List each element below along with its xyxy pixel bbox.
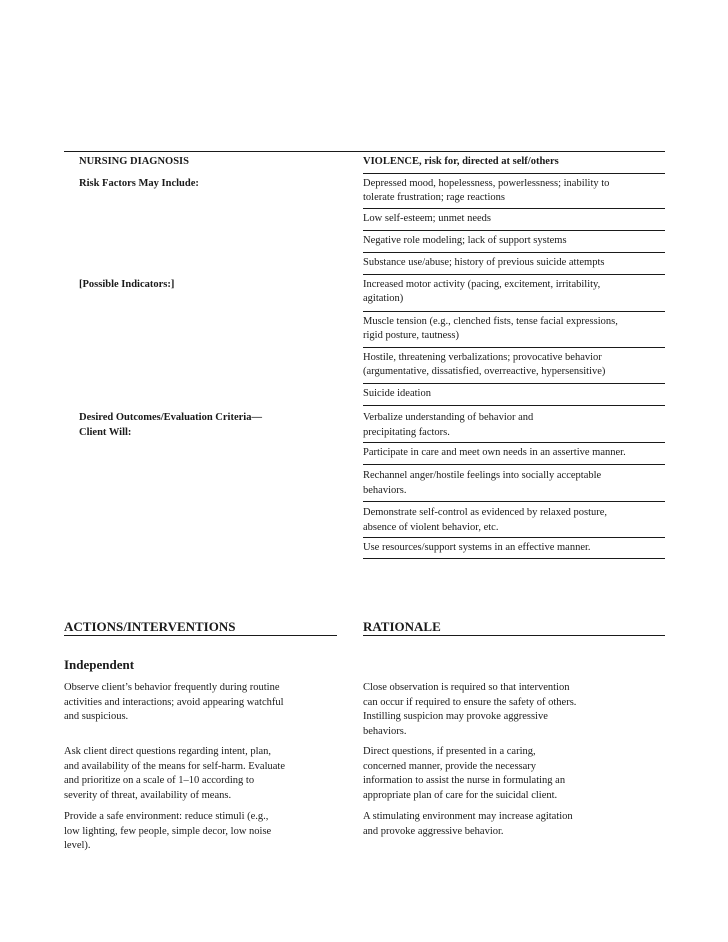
indicator-item: Muscle tension (e.g., clenched fists, tense facial expressions, rigid posture, tautness) — [363, 316, 618, 341]
indicator-item: Increased motor activity (pacing, excitement, irritability, agitation) — [363, 279, 601, 304]
outcome-item: Use resources/support systems in an effective manner. — [363, 542, 591, 553]
outcome-item: Verbalize understanding of behavior and precipitating factors. — [363, 412, 534, 438]
item-divider — [363, 405, 665, 406]
risk-factor-item: Depressed mood, hopelessness, powerlessness; inability to tolerate frustration; rage reactions — [363, 178, 610, 203]
actions-heading-rule — [64, 635, 337, 636]
indicator-item: Suicide ideation — [363, 388, 431, 399]
item-divider — [363, 230, 665, 231]
item-divider — [363, 442, 665, 443]
rationale-text: A stimulating environment may increase agitation and provoke aggressive behavior. — [363, 811, 573, 837]
rationale-heading: RATIONALE — [363, 619, 441, 634]
outcome-item: Demonstrate self-control as evidenced by relaxed posture, absence of violent behavior, etc. — [363, 507, 608, 533]
possible-indicators-label: [Possible Indicators:] — [79, 279, 175, 290]
actions-interventions-heading: ACTIONS/INTERVENTIONS — [64, 619, 236, 634]
risk-factor-item: Low self-esteem; unmet needs — [363, 213, 491, 224]
desired-outcomes-label: Desired Outcomes/Evaluation Criteria— Client Will: — [79, 412, 262, 438]
outcomes-bottom-rule — [363, 558, 665, 559]
action-text: Ask client direct questions regarding intent, plan, and availability of the means for self-harm. Evaluate and prioritize on a scale of 1–10 according to severity of threat, availability of means. — [64, 746, 285, 801]
item-divider — [363, 252, 665, 253]
action-text: Observe client’s behavior frequently during routine activities and interactions; avoid appearing watchful and suspicious. — [64, 682, 284, 722]
nursing-diagnosis-label: NURSING DIAGNOSIS — [79, 156, 189, 167]
item-divider — [363, 383, 665, 384]
diagnosis-divider — [363, 173, 665, 174]
diagnosis-top-rule — [64, 151, 665, 152]
indicator-item: Hostile, threatening verbalizations; provocative behavior (argumentative, dissatisfied, overreactive, hypersensitive) — [363, 352, 606, 377]
rationale-text: Direct questions, if presented in a caring, concerned manner, provide the necessary information to assist the nurse in formulating an appropriate plan of care for the suicidal client. — [363, 746, 566, 801]
item-divider — [363, 274, 665, 275]
item-divider — [363, 208, 665, 209]
risk-factor-item: Negative role modeling; lack of support systems — [363, 235, 567, 246]
item-divider — [363, 311, 665, 312]
nursing-diagnosis-value: VIOLENCE, risk for, directed at self/others — [363, 156, 559, 167]
risk-factor-item: Substance use/abuse; history of previous suicide attempts — [363, 257, 605, 268]
rationale-heading-rule — [363, 635, 665, 636]
action-text: Provide a safe environment: reduce stimuli (e.g., low lighting, few people, simple decor, low noise level). — [64, 811, 272, 851]
outcome-item: Participate in care and meet own needs in an assertive manner. — [363, 447, 626, 458]
item-divider — [363, 537, 665, 538]
item-divider — [363, 464, 665, 465]
independent-section-title: Independent — [64, 657, 135, 672]
rationale-text: Close observation is required so that intervention can occur if required to ensure the safety of others. Instilling suspicion may provoke aggressive behaviors. — [363, 682, 577, 737]
item-divider — [363, 347, 665, 348]
risk-factors-label: Risk Factors May Include: — [79, 178, 199, 189]
outcome-item: Rechannel anger/hostile feelings into socially acceptable behaviors. — [363, 470, 602, 496]
item-divider — [363, 501, 665, 502]
